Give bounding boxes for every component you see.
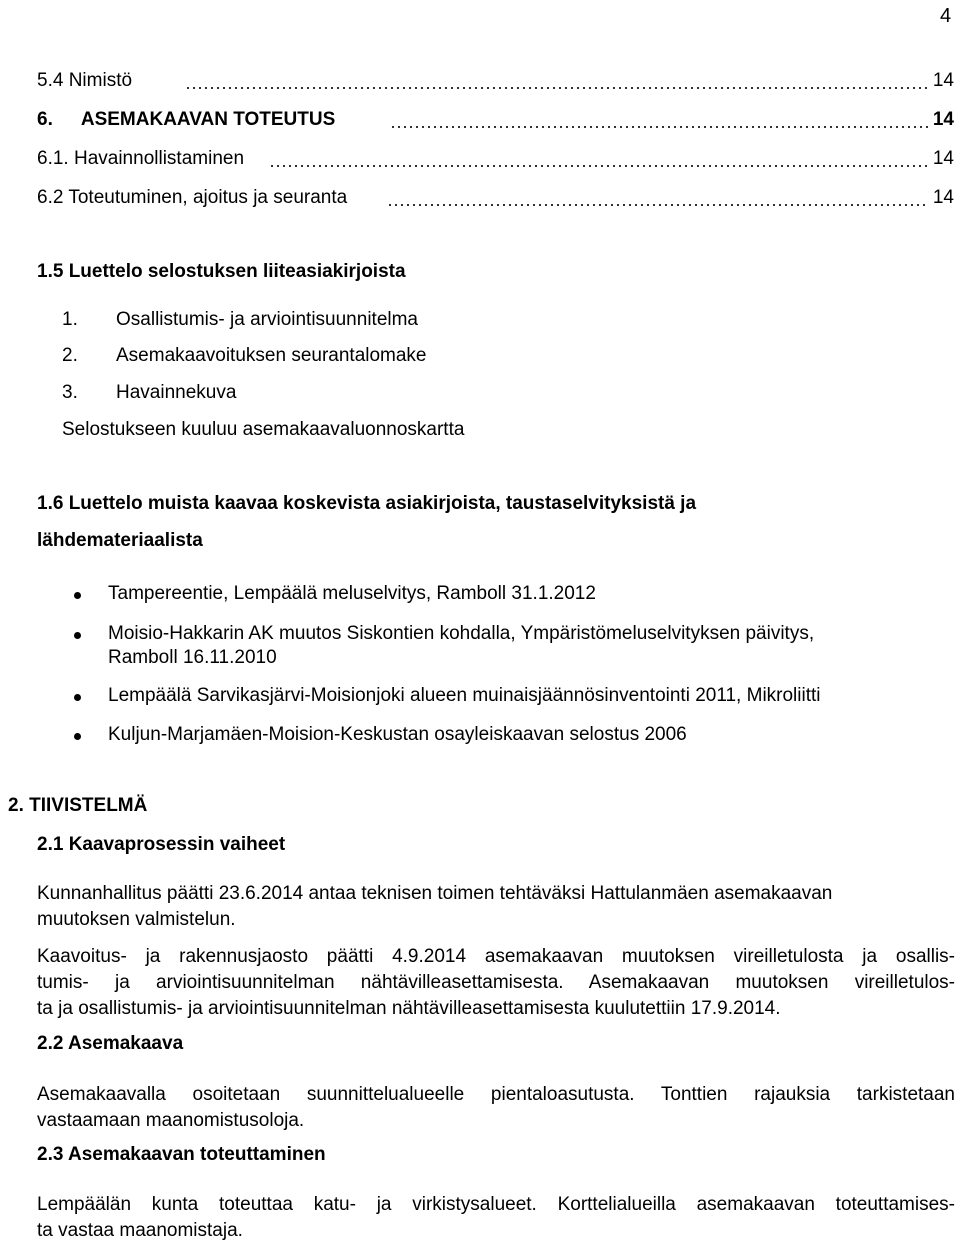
toc-entry-label: 6. ASEMAKAAVAN TOTEUTUS bbox=[37, 109, 336, 130]
toc-page-number: 14 bbox=[932, 148, 954, 169]
section-heading-1-6-cont: lähdemateriaalista bbox=[37, 530, 203, 551]
bullet-icon bbox=[74, 592, 81, 599]
section-heading-2: 2. TIIVISTELMÄ bbox=[8, 795, 148, 816]
toc-entry-label: 6.2 Toteutuminen, ajoitus ja seuranta bbox=[37, 187, 348, 208]
list-item: Osallistumis- ja arviointisuunnitelma bbox=[116, 309, 418, 330]
paragraph: Kaavoitus- ja rakennusjaosto päätti 4.9.2014 asemakaavan muutoksen vireilletulosta ja osallis- tumis- ja arviointisuunnitelman nähtävilleasettamisesta. Asemakaavan muutoksen vireilletulos- ta ja osallistumis- ja arviointisuunnitelman nähtävilleasettamisesta kuulutettiin 17.9.2014. bbox=[37, 946, 955, 1019]
list-item: Havainnekuva bbox=[116, 382, 237, 403]
section-heading-2-2: 2.2 Asemakaava bbox=[37, 1033, 184, 1054]
paragraph: Asemakaavalla osoitetaan suunnittelualueelle pientaloasutusta. Tonttien rajauksia tarkistetaan vastaamaan maanomistusoloja. bbox=[37, 1084, 955, 1131]
section-heading-2-1: 2.1 Kaavaprosessin vaiheet bbox=[37, 834, 286, 855]
toc-page-number: 14 bbox=[932, 70, 954, 91]
bullet-item: Kuljun-Marjamäen-Moision-Keskustan osayleiskaavan selostus 2006 bbox=[108, 724, 687, 745]
toc-leader-dots bbox=[185, 87, 928, 89]
toc-entry-label: 5.4 Nimistö bbox=[37, 70, 133, 91]
toc-row[interactable] bbox=[37, 187, 954, 213]
bullet-item-cont: Ramboll 16.11.2010 bbox=[108, 647, 277, 668]
toc-row[interactable] bbox=[37, 70, 954, 96]
toc-row[interactable] bbox=[37, 109, 954, 135]
toc-page-number: 14 bbox=[932, 187, 954, 208]
toc-leader-dots bbox=[390, 126, 928, 128]
bullet-icon bbox=[74, 694, 81, 701]
toc-page-number: 14 bbox=[932, 109, 954, 130]
paragraph: Lempäälän kunta toteuttaa katu- ja virkistysalueet. Korttelialueilla asemakaavan toteuttamises- ta vastaa maanomistaja. bbox=[37, 1194, 955, 1241]
page-number: 4 bbox=[940, 5, 952, 27]
toc-leader-dots bbox=[387, 204, 928, 206]
bullet-item: Lempäälä Sarvikasjärvi-Moisionjoki alueen muinaisjäännösinventointi 2011, Mikroliitti bbox=[108, 685, 821, 706]
list-item-number: 3. bbox=[62, 382, 78, 403]
bullet-item: Tampereentie, Lempäälä meluselvitys, Ramboll 31.1.2012 bbox=[108, 583, 596, 604]
section-heading-1-5: 1.5 Luettelo selostuksen liiteasiakirjoista bbox=[37, 261, 406, 282]
attachment-note: Selostukseen kuuluu asemakaavaluonnoskartta bbox=[62, 419, 465, 440]
paragraph: Kunnanhallitus päätti 23.6.2014 antaa teknisen toimen tehtäväksi Hattulanmäen asemakaavan muutoksen valmistelun. bbox=[37, 883, 833, 930]
list-item-number: 1. bbox=[62, 309, 78, 330]
bullet-icon bbox=[74, 733, 81, 740]
list-item-number: 2. bbox=[62, 345, 78, 366]
bullet-item: Moisio-Hakkarin AK muutos Siskontien kohdalla, Ympäristömeluselvityksen päivitys, bbox=[108, 623, 815, 644]
toc-row-spacer bbox=[37, 157, 954, 183]
list-item: Asemakaavoituksen seurantalomake bbox=[116, 345, 427, 366]
bullet-icon bbox=[74, 632, 81, 639]
section-heading-2-3: 2.3 Asemakaavan toteuttaminen bbox=[37, 1144, 326, 1165]
section-heading-1-6: 1.6 Luettelo muista kaavaa koskevista asiakirjoista, taustaselvityksistä ja bbox=[37, 493, 697, 514]
toc-entry-label: 6.1. Havainnollistaminen bbox=[37, 148, 245, 169]
